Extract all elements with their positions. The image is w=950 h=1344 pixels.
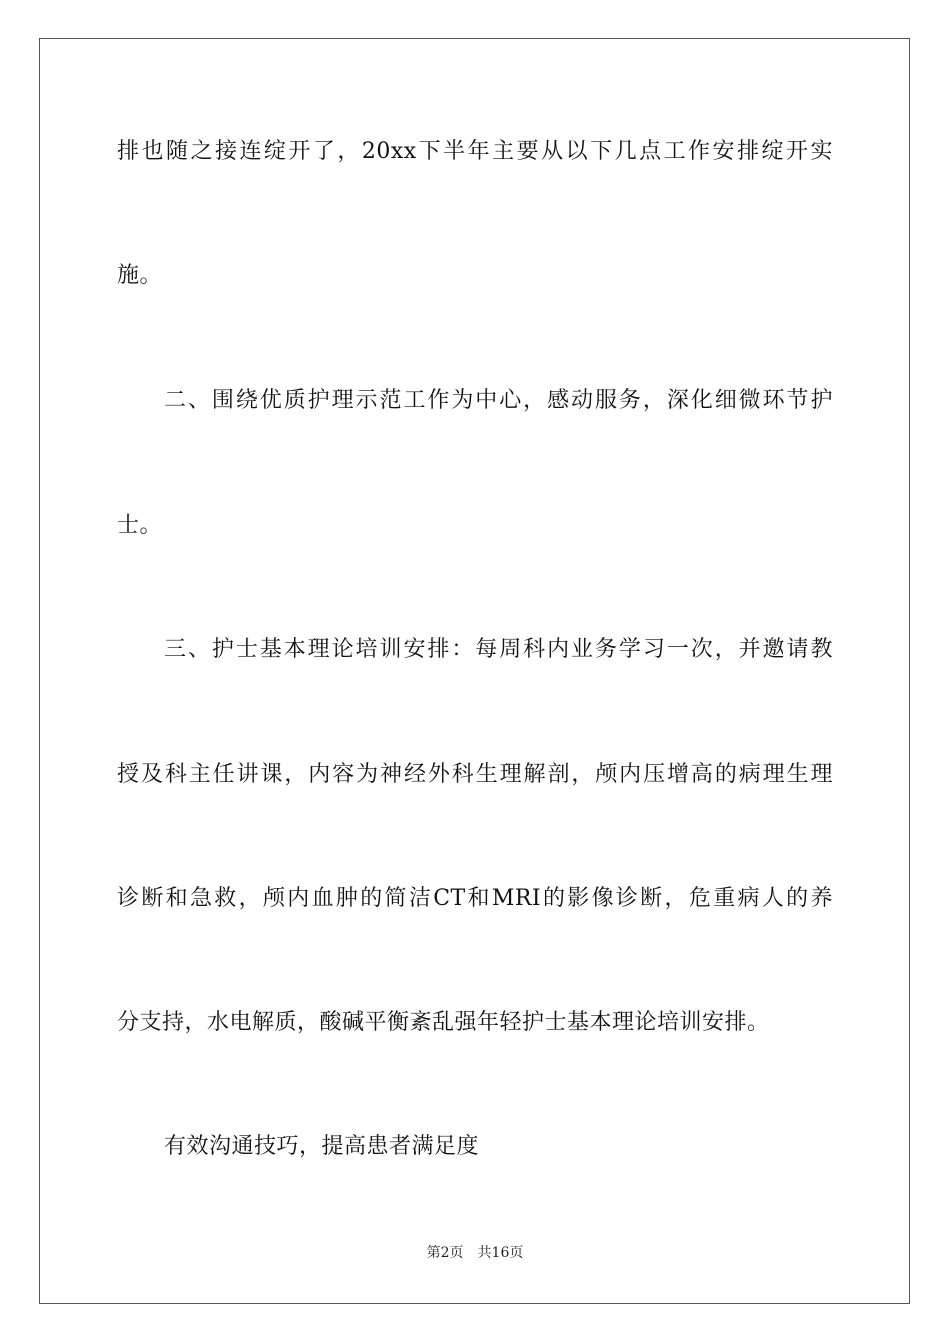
page-footer (0, 1243, 950, 1263)
text-line-3: 二、围绕优质护理示范工作为中心，感动服务，深化细微环节护 (164, 388, 833, 413)
text-line-7: 诊断和急救，颅内血肿的简洁CT和MRI的影像诊断，危重病人的养 (117, 886, 833, 911)
text-line-4: 士。 (117, 513, 163, 538)
text-line-5: 三、护士基本理论培训安排：每周科内业务学习一次，并邀请教 (164, 637, 833, 662)
page-total: 共16页 (477, 1245, 524, 1261)
page-frame (39, 38, 910, 1304)
text-line-6: 授及科主任讲课，内容为神经外科生理解剖，颅内压增高的病理生理 (117, 762, 833, 787)
text-line-9: 有效沟通技巧，提高患者满足度 (164, 1134, 480, 1159)
page-number: 第2页 (426, 1245, 464, 1261)
text-line-8: 分支持，水电解质，酸碱平衡紊乱强年轻护士基本理论培训安排。 (117, 1010, 770, 1035)
text-line-2: 施。 (117, 263, 163, 288)
text-line-1: 排也随之接连绽开了，20xx下半年主要从以下几点工作安排绽开实 (117, 139, 833, 164)
